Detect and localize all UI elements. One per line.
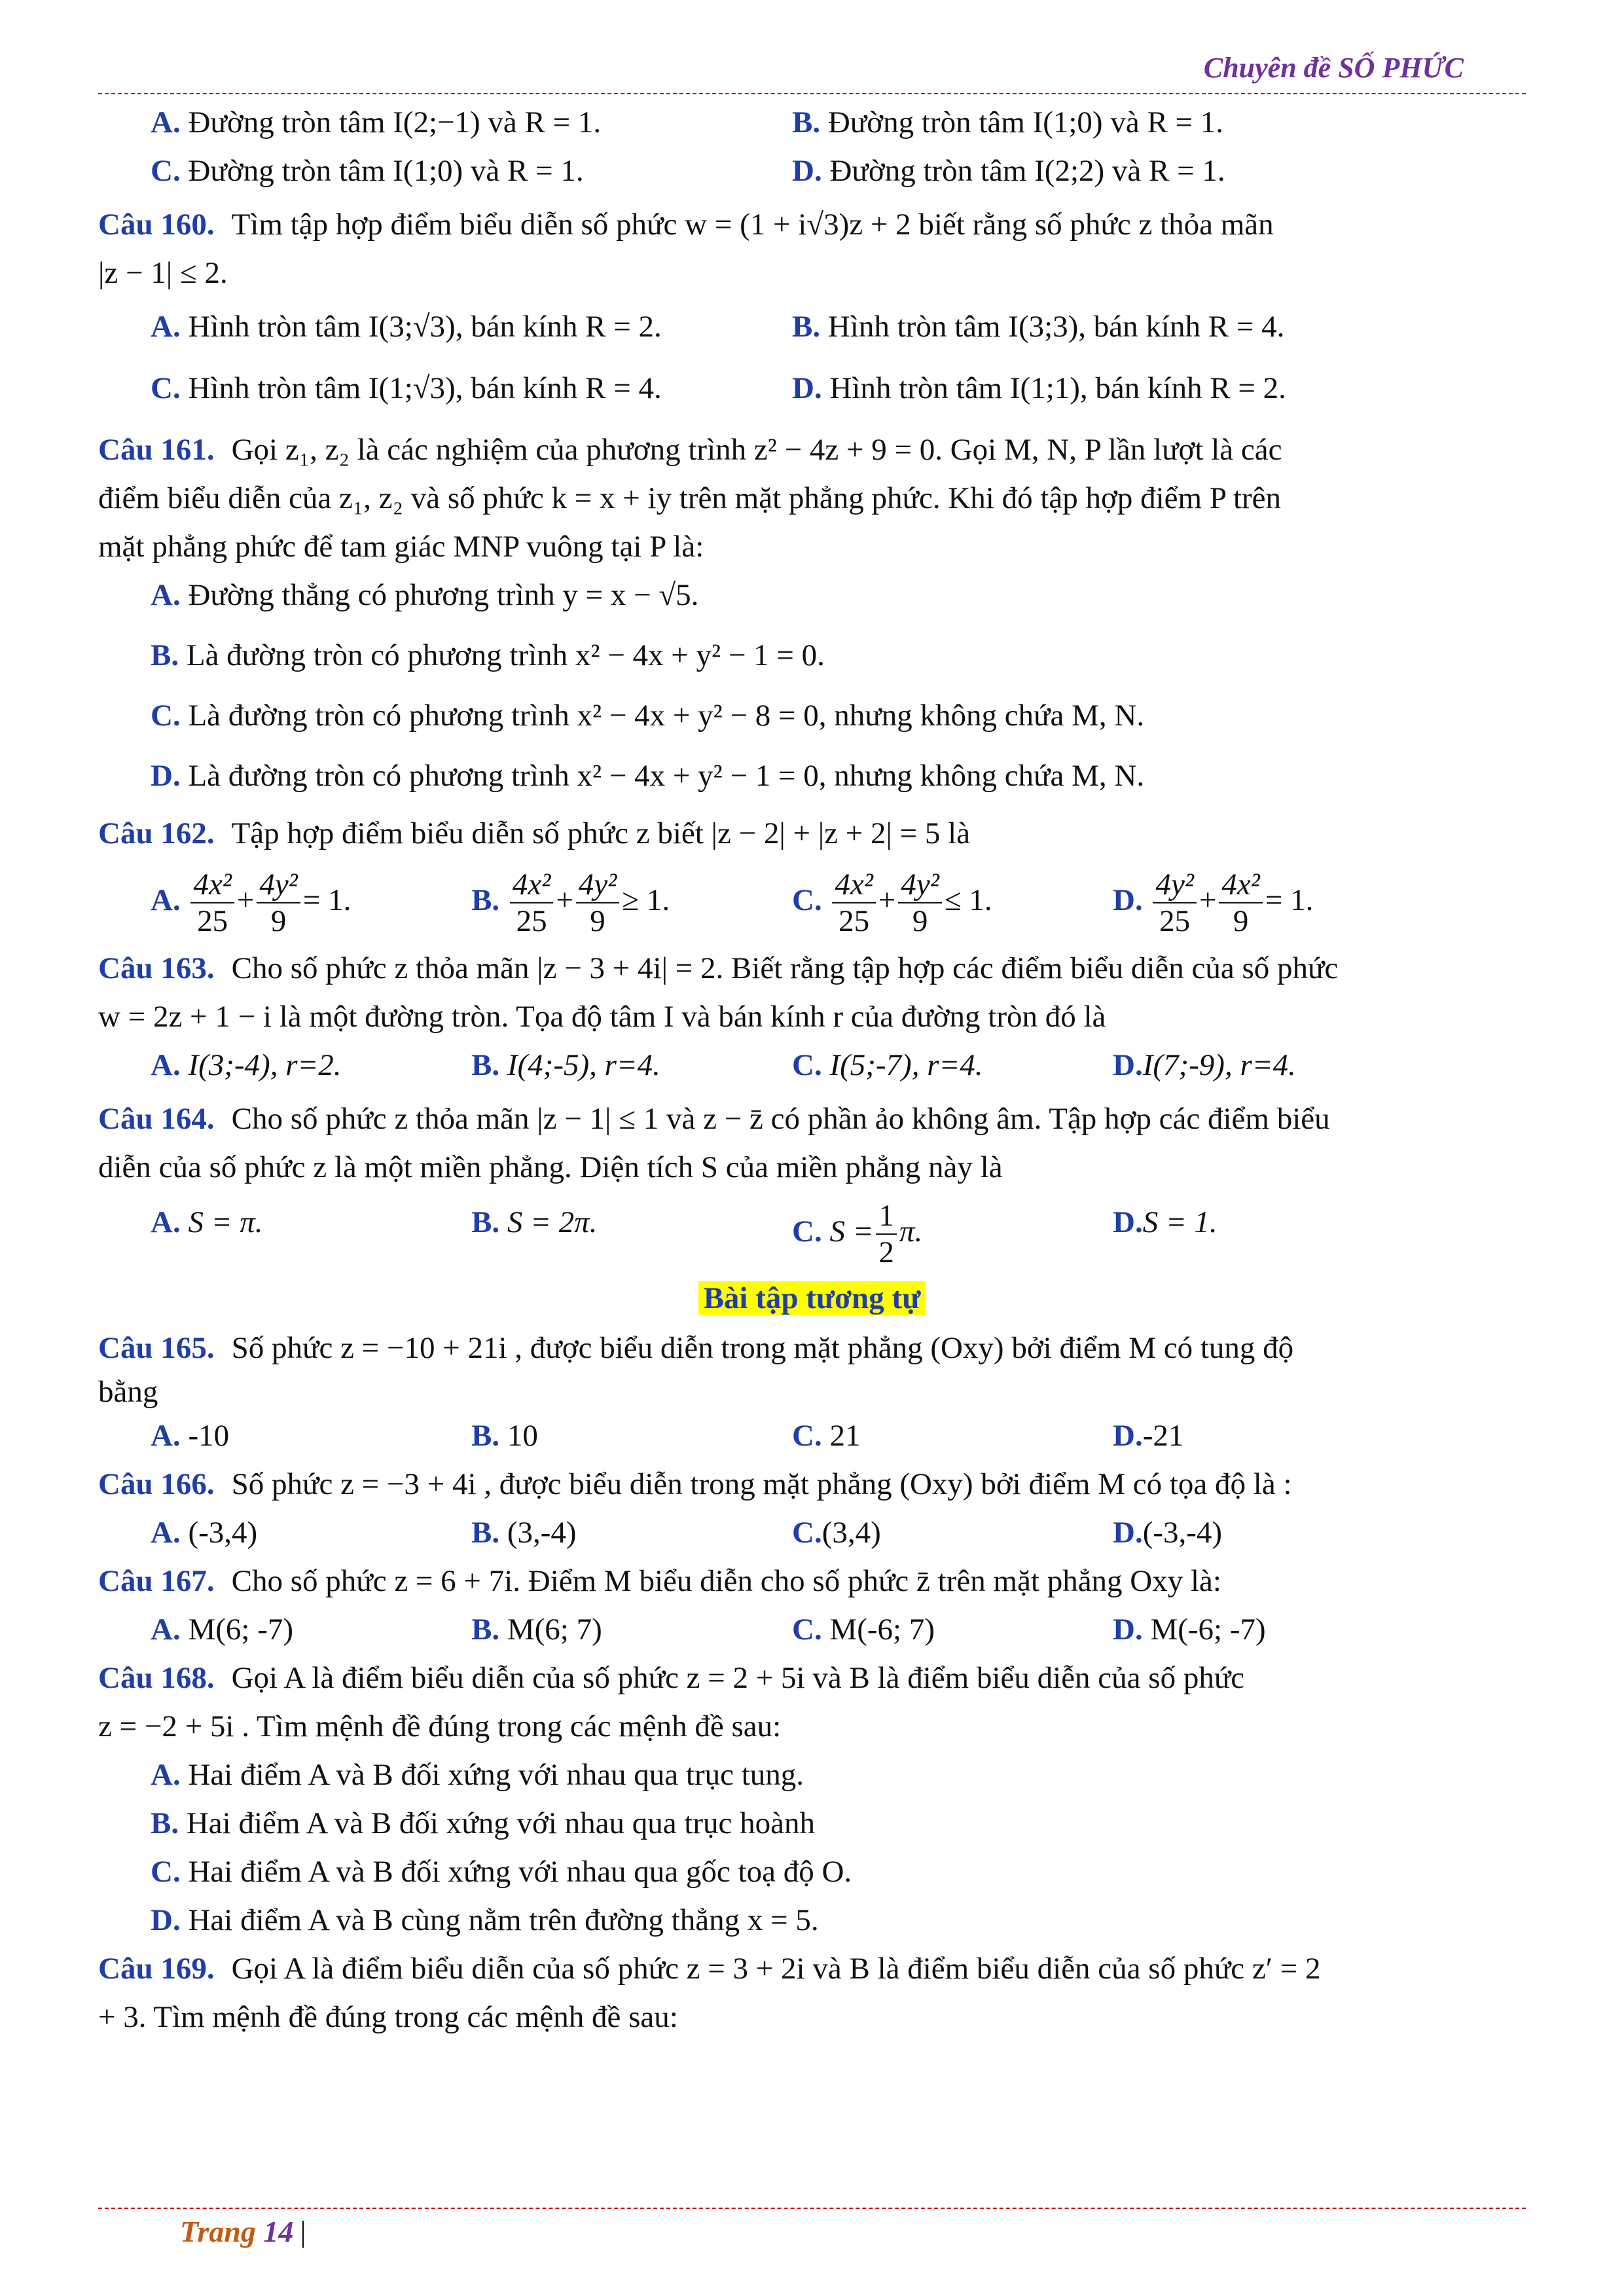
question-161: Câu 161. Gọi z₁, z₂ là các nghiệm của phương trình z² − 4z + 9 = 0. Gọi M, N, P lần lượt là các điểm biểu diễn của z₁, z₂ và số phức k = x + iy trên mặt phẳng phức. Khi đó tập hợp điểm P trên mặt phẳng phức để tam giác MNP vuông tại P là: A. Đường thẳng có phương trình y = x − √5. B. Là đường tròn có phương trình x² − 4x + y² − 1 = 0. C. Là đường tròn có phương trình x² − 4x + y² − 8 = 0, nhưng không chứa M, N. D. Là đường tròn có phương trình x² − 4x + y² − 1 = 0, nhưng không chứa M, N. (98, 426, 1526, 800)
question-160: Câu 160. Tìm tập hợp điểm biểu diễn số phức w = (1 + i√3)z + 2 biết rằng số phức z thỏa mãn |z − 1| ≤ 2. A. Hình tròn tâm I(3;√3), bán kính R = 2. B. Hình tròn tâm I(3;3), bán kính R = 4. C. Hình tròn tâm I(1;√3), bán kính R = 4. D. Hình tròn tâm I(1;1), bán kính R = 2. (98, 200, 1526, 412)
question-162: Câu 162. Tập hợp điểm biểu diễn số phức z biết |z − 2| + |z + 2| = 5 là A. $\frac{\text{4x²}}{25}$ + $\frac{\text{4y²}}{9}$ = 1. B. $\frac{\text{4x²}}{25}$ + $\frac{\text{4y²}}{9}$ ≥ 1. C. $\frac{\text{4x²}}{25}$ + $\frac{\text{4y²}}{9}$ ≤ 1. D. $\frac{\text{4y²}}{25}$ + $\frac{\text{4x²}}{9}$ = 1. (98, 809, 1526, 939)
question-168: Câu 168. Gọi A là điểm biểu diễn của số phức z = 2 + 5i và B là điểm biểu diễn của số phức z = −2 + 5i . Tìm mệnh đề đúng trong các mệnh đề sau: A. Hai điểm A và B đối xứng với nhau qua trục tung. B. Hai điểm A và B đối xứng với nhau qua trục hoành C. Hai điểm A và B đối xứng với nhau qua gốc toạ độ O. D. Hai điểm A và B cùng nằm trên đường thẳng x = 5. (98, 1654, 1526, 1944)
question-165: Câu 165. Số phức z = −10 + 21i , được biểu diễn trong mặt phẳng (Oxy) bởi điểm M có tung độ bằng A. -10 B. 10 C. 21 D.-21 (98, 1324, 1526, 1460)
question-169: Câu 169. Gọi A là điểm biểu diễn của số phức z = 3 + 2i và B là điểm biểu diễn của số phức z′ = 2 + 3. Tìm mệnh đề đúng trong các mệnh đề sau: (98, 1952, 1321, 2034)
option-c: C. M(-6; 7) (792, 1613, 935, 1647)
option-a: A. I(3;-4), r=2. (151, 1048, 342, 1082)
option-a: A. -10 (151, 1419, 230, 1453)
option-b: B. Hình tròn tâm I(3;3), bán kính R = 4. (792, 310, 1285, 344)
option-c: C. I(5;-7), r=4. (792, 1048, 983, 1082)
option-d: D.I(7;-9), r=4. (1113, 1048, 1296, 1082)
option-d: D. Hai điểm A và B cùng nằm trên đường thẳng x = 5. (151, 1903, 819, 1937)
option-d: D. M(-6; -7) (1113, 1613, 1266, 1647)
page-content (98, 98, 1526, 2041)
option-c: C. Đường tròn tâm I(1;0) và R = 1. (151, 154, 584, 188)
option-b: B. (3,-4) (471, 1516, 577, 1550)
option-c: C. 21 (792, 1419, 861, 1453)
option-d: D.(-3,-4) (1113, 1516, 1223, 1550)
page-footer: Trang 14 | (180, 2215, 306, 2248)
option-a: A. (-3,4) (151, 1516, 258, 1550)
option-d: D. Là đường tròn có phương trình x² − 4x + y² − 1 = 0, nhưng không chứa M, N. (151, 759, 1145, 793)
option-b: B. Hai điểm A và B đối xứng với nhau qua trục hoành (151, 1806, 816, 1840)
q159-options-row1 (98, 98, 1526, 147)
option-c: C. Hình tròn tâm I(1;√3), bán kính R = 4. (151, 371, 662, 405)
option-d: D.-21 (1113, 1419, 1184, 1453)
option-b: B. $\frac{\text{4x²}}{25}$ + $\frac{\text{4y²}}{9}$ ≥ 1. (471, 867, 670, 938)
question-166: Câu 166. Số phức z = −3 + 4i , được biểu diễn trong mặt phẳng (Oxy) bởi điểm M có tọa độ là : A. (-3,4) B. (3,-4) C.(3,4) D.(-3,-4) (98, 1460, 1526, 1557)
option-c: C.(3,4) (792, 1516, 881, 1550)
option-a: A. M(6; -7) (151, 1613, 294, 1647)
option-b: B. M(6; 7) (471, 1613, 602, 1647)
option-d: D.S = 1. (1113, 1205, 1218, 1239)
question-164: Câu 164. Cho số phức z thỏa mãn |z − 1| ≤ 1 và z − z̄ có phần ảo không âm. Tập hợp các điểm biểu diễn của số phức z là một miền phẳng. Diện tích S của miền phẳng này là A. S = π. B. S = 2π. C. S = $\frac{1}{2}$ π. D.S = 1. (98, 1095, 1526, 1270)
option-b: B. Là đường tròn có phương trình x² − 4x + y² − 1 = 0. (151, 638, 825, 672)
footer-divider (98, 2208, 1526, 2209)
option-c: C. Hai điểm A và B đối xứng với nhau qua gốc toạ độ O. (151, 1855, 852, 1889)
option-a: A. Hình tròn tâm I(3;√3), bán kính R = 2. (151, 310, 662, 344)
option-c: C. $\frac{\text{4x²}}{25}$ + $\frac{\text{4y²}}{9}$ ≤ 1. (792, 867, 992, 938)
option-b: B. I(4;-5), r=4. (471, 1048, 660, 1082)
option-c: C. Là đường tròn có phương trình x² − 4x + y² − 8 = 0, nhưng không chứa M, N. (151, 699, 1145, 733)
footer-label: Trang (180, 2215, 256, 2248)
option-a: A. Hai điểm A và B đối xứng với nhau qua trục tung. (151, 1758, 804, 1792)
header-title: Chuyên đề SỐ PHỨC (1203, 52, 1464, 84)
page-number: 14 (263, 2215, 294, 2248)
question-167: Câu 167. Cho số phức z = 6 + 7i. Điểm M biểu diễn cho số phức z̄ trên mặt phẳng Oxy là: A. M(6; -7) B. M(6; 7) C. M(-6; 7) D. M(-6; -7) (98, 1557, 1526, 1654)
option-d: D. Hình tròn tâm I(1;1), bán kính R = 2. (792, 371, 1286, 405)
option-a: A. S = π. (151, 1205, 263, 1239)
option-b: B. 10 (471, 1419, 538, 1453)
option-b: B. S = 2π. (471, 1205, 598, 1239)
question-163: Câu 163. Cho số phức z thỏa mãn |z − 3 + 4i| = 2. Biết rằng tập hợp các điểm biểu diễn của số phức w = 2z + 1 − i là một đường tròn. Tọa độ tâm I và bán kính r của đường tròn đó là A. I(3;-4), r=2. B. I(4;-5), r=4. C. I(5;-7), r=4. D.I(7;-9), r=4. (98, 944, 1526, 1089)
option-b: B. Đường tròn tâm I(1;0) và R = 1. (792, 105, 1224, 139)
q159-options-row2 (98, 147, 1526, 195)
option-a: A. Đường tròn tâm I(2;−1) và R = 1. (151, 105, 602, 139)
option-c: C. S = $\frac{1}{2}$ π. (792, 1199, 923, 1269)
section-title: Bài tập tương tự (98, 1274, 1526, 1322)
option-d: D. Đường tròn tâm I(2;2) và R = 1. (792, 154, 1225, 188)
option-d: D. $\frac{\text{4y²}}{25}$ + $\frac{\text{4x²}}{9}$ = 1. (1113, 867, 1314, 938)
option-a: A. Đường thẳng có phương trình y = x − √5. (151, 578, 699, 612)
header-divider (98, 93, 1526, 94)
option-a: A. $\frac{\text{4x²}}{25}$ + $\frac{\text{4y²}}{9}$ = 1. (151, 867, 352, 938)
